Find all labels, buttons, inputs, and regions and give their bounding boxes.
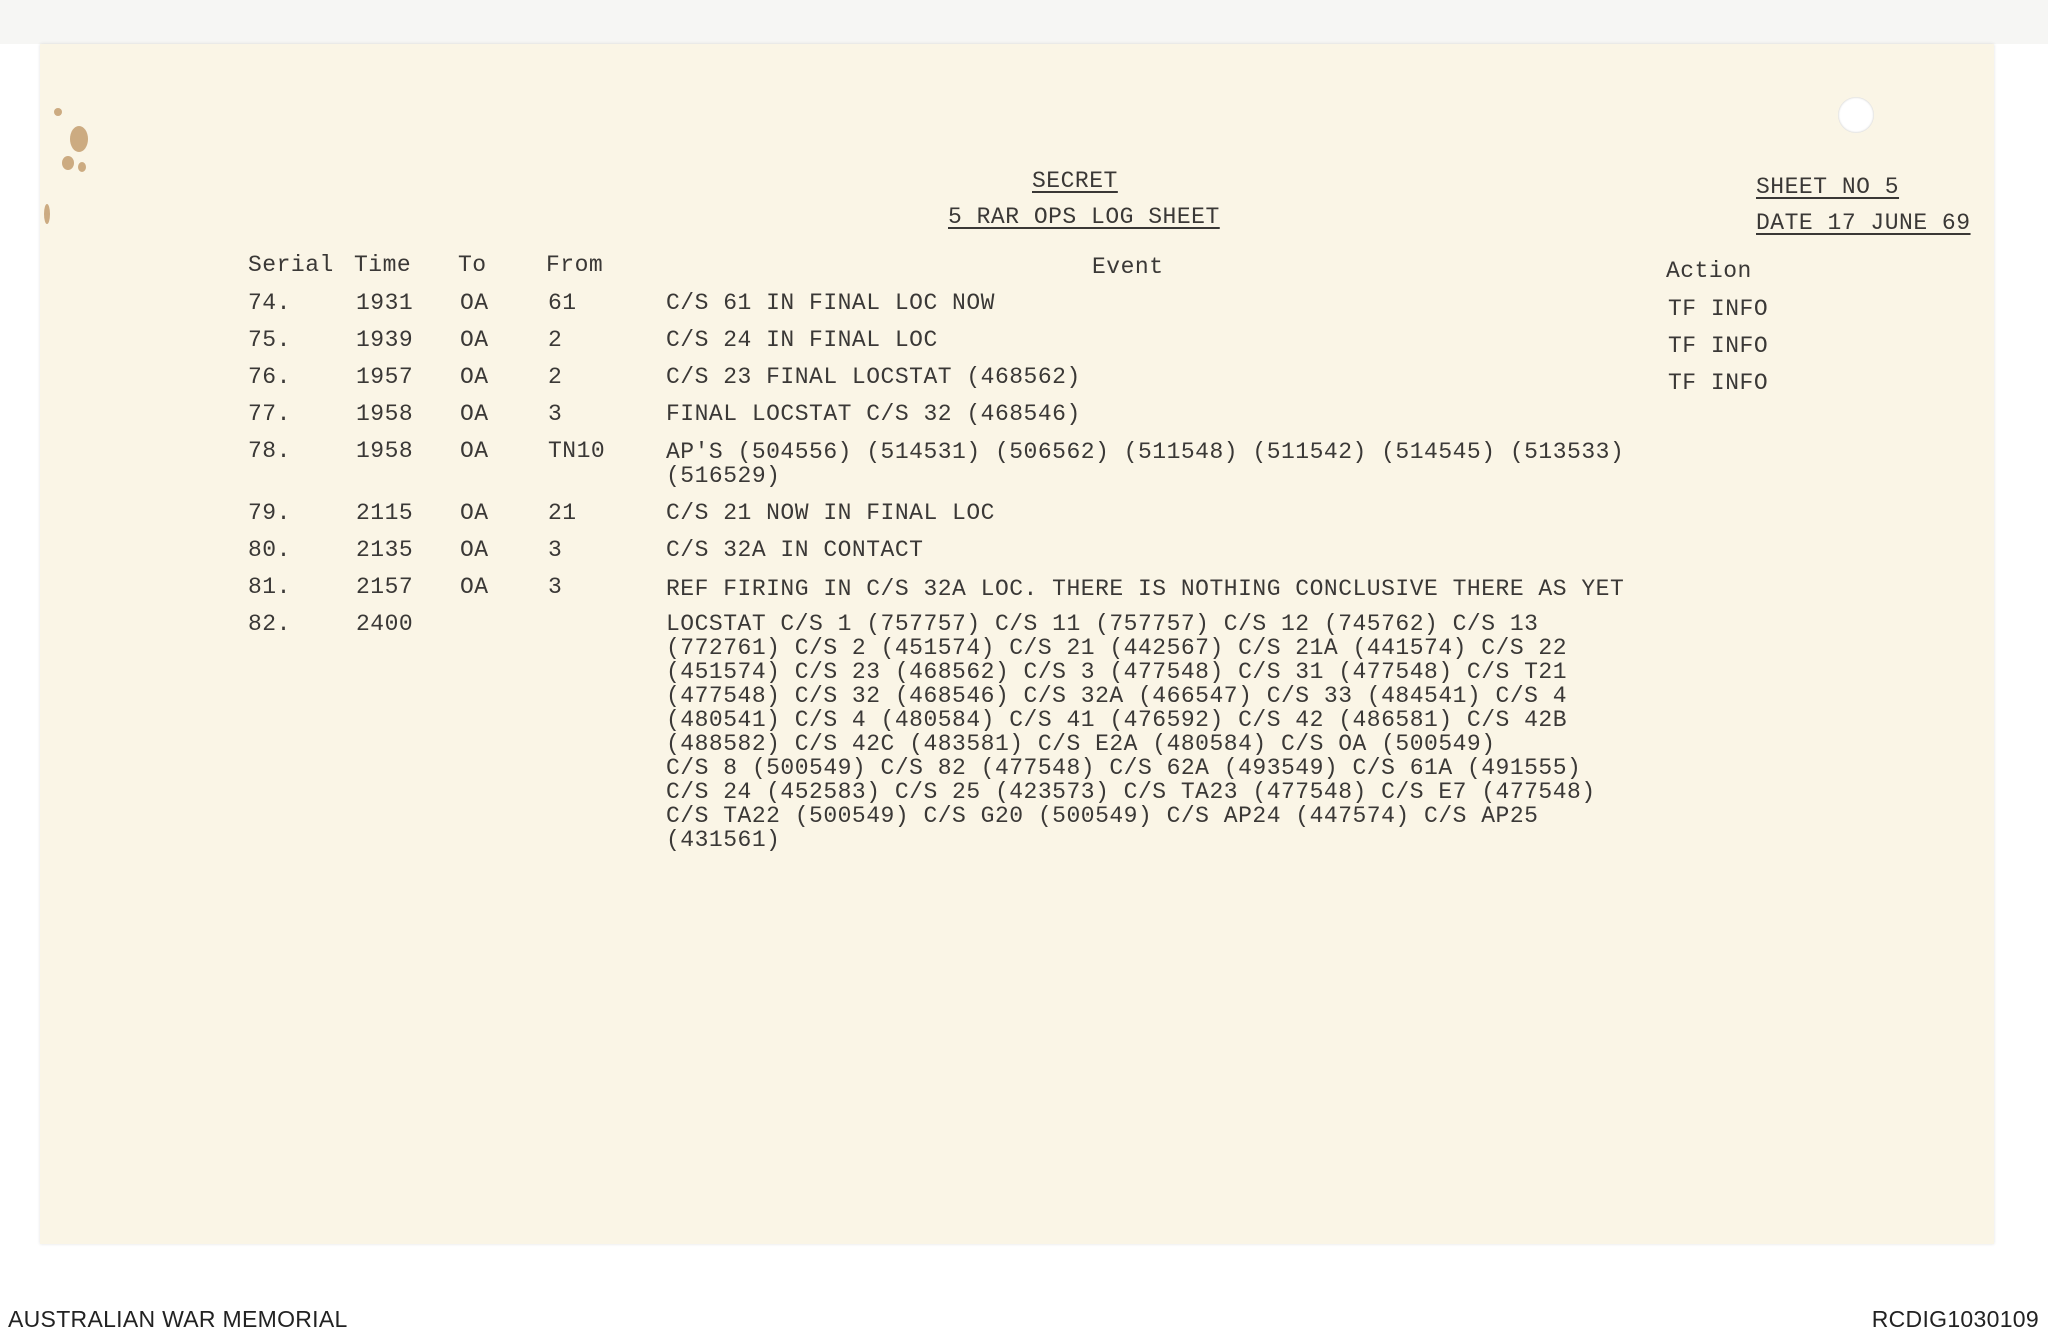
log-event: LOCSTAT C/S 1 (757757) C/S 11 (757757) C/S 12 (745762) C/S 13 (772761) C/S 2 (451574) C/S 21 (442567) C/S 21A (441574) C/S 22 (451574) C/S 23 (468562) C/S 3 (477548) C/S 31 (477548) C/S T21 (477548) C/S 32 (468546) C/S 32A (466547) C/S 33 (484541) C/S 4 (480541) C/S 4 (480584) C/S 41 (476592) C/S 42 (486581) C/S 42B (488582) C/S 42C (483581) C/S E2A (480584) C/S OA (500549) C/S 8 (500549) C/S 82 (477548) C/S 62A (493549) C/S 61A (491555) C/S 24 (452583) C/S 25 (423573) C/S TA23 (477548) C/S E7 (477548) C/S TA22 (500549) C/S G20 (500549) C/S AP24 (447574) C/S AP25 (431561): [666, 611, 1596, 853]
archive-credit: AUSTRALIAN WAR MEMORIAL: [8, 1306, 348, 1332]
log-to: OA: [460, 500, 489, 526]
log-serial: 80.: [248, 537, 291, 563]
log-event: FINAL LOCSTAT C/S 32 (468546): [666, 401, 1081, 427]
log-serial: 76.: [248, 364, 291, 390]
column-header-time: Time: [354, 252, 412, 278]
log-event: C/S 32A IN CONTACT: [666, 537, 924, 563]
log-to: OA: [460, 364, 489, 390]
log-event: C/S 23 FINAL LOCSTAT (468562): [666, 364, 1081, 390]
log-serial: 77.: [248, 401, 291, 427]
log-to: OA: [460, 290, 489, 316]
log-action: TF INFO: [1668, 333, 1769, 359]
log-to: OA: [460, 574, 489, 600]
log-time: 1931: [356, 290, 414, 316]
log-event: C/S 61 IN FINAL LOC NOW: [666, 290, 995, 316]
stain-mark: [62, 156, 74, 170]
log-time: 1958: [356, 438, 414, 464]
log-time: 2135: [356, 537, 414, 563]
column-header-serial: Serial: [248, 252, 334, 278]
log-serial: 75.: [248, 327, 291, 353]
scan-top-band: [0, 0, 2048, 44]
log-serial: 81.: [248, 574, 291, 600]
log-event: C/S 24 IN FINAL LOC: [666, 327, 938, 353]
log-action: TF INFO: [1668, 296, 1769, 322]
log-action: TF INFO: [1668, 370, 1769, 396]
sheet-number: SHEET NO 5: [1756, 174, 1900, 200]
log-time: 2115: [356, 500, 414, 526]
log-from: 2: [548, 327, 563, 353]
archive-id: RCDIG1030109: [1871, 1306, 2039, 1332]
log-serial: 82.: [248, 611, 291, 637]
column-header-to: To: [458, 252, 487, 278]
log-from: 3: [548, 537, 563, 563]
log-event: AP'S (504556) (514531) (506562) (511548) (511542) (514545) (513533) (516529): [666, 439, 1625, 489]
log-from: 3: [548, 401, 563, 427]
column-header-from: From: [546, 252, 604, 278]
log-time: 1958: [356, 401, 414, 427]
log-from: 61: [548, 290, 577, 316]
log-event: C/S 21 NOW IN FINAL LOC: [666, 500, 995, 526]
stain-mark: [70, 126, 88, 152]
log-to: OA: [460, 401, 489, 427]
log-from: 3: [548, 574, 563, 600]
stain-mark: [44, 204, 50, 224]
log-to: OA: [460, 327, 489, 353]
log-from: 21: [548, 500, 577, 526]
stain-mark: [78, 162, 86, 172]
log-serial: 74.: [248, 290, 291, 316]
log-event: REF FIRING IN C/S 32A LOC. THERE IS NOTHING CONCLUSIVE THERE AS YET: [666, 576, 1625, 602]
classification-heading: SECRET: [1032, 168, 1118, 194]
log-to: OA: [460, 537, 489, 563]
log-time: 1939: [356, 327, 414, 353]
column-header-action: Action: [1666, 258, 1752, 284]
document-title: 5 RAR OPS LOG SHEET: [948, 204, 1220, 230]
log-serial: 78.: [248, 438, 291, 464]
sheet-date: DATE 17 JUNE 69: [1756, 210, 1971, 236]
column-header-event: Event: [1092, 254, 1164, 280]
punch-hole: [1838, 97, 1874, 133]
log-from: 2: [548, 364, 563, 390]
log-to: OA: [460, 438, 489, 464]
log-time: 1957: [356, 364, 414, 390]
log-serial: 79.: [248, 500, 291, 526]
log-time: 2400: [356, 611, 414, 637]
log-time: 2157: [356, 574, 414, 600]
stain-mark: [54, 108, 62, 116]
log-from: TN10: [548, 438, 606, 464]
